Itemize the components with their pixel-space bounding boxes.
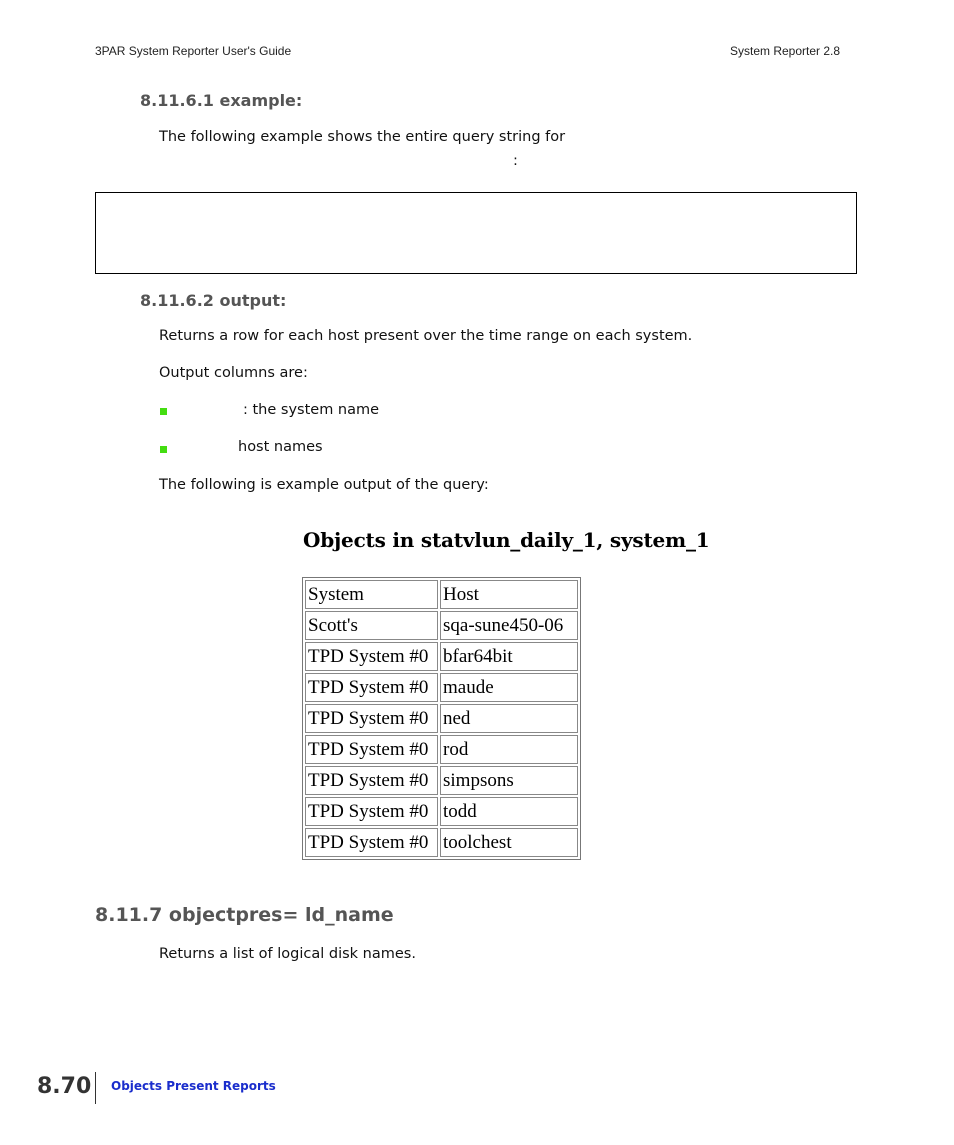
table-cell: todd: [440, 797, 578, 826]
ld-name-heading: 8.11.7 objectpres= ld_name: [95, 904, 394, 926]
output-heading: 8.11.6.2 output:: [140, 291, 287, 310]
output-description: Returns a row for each host present over the time range on each system.: [159, 328, 693, 344]
example-intro-colon: :: [513, 153, 518, 169]
example-output-intro: The following is example output of the query:: [159, 477, 489, 493]
table-cell: TPD System #0: [305, 673, 438, 702]
table-cell: System: [305, 580, 438, 609]
table-cell: Host: [440, 580, 578, 609]
table-cell: toolchest: [440, 828, 578, 857]
bullet-host-names: host names: [238, 439, 323, 455]
table-cell: TPD System #0: [305, 828, 438, 857]
table-cell: TPD System #0: [305, 797, 438, 826]
table-row: [305, 580, 578, 609]
table-row: [305, 766, 578, 795]
output-table: [302, 577, 581, 860]
table-row: [305, 642, 578, 671]
output-table-title: Objects in statvlun_daily_1, system_1: [303, 528, 710, 552]
table-row: [305, 828, 578, 857]
table-row: [305, 704, 578, 733]
footer-divider: [95, 1072, 96, 1104]
running-header-title: 3PAR System Reporter User's Guide: [95, 44, 292, 58]
bullet-square-icon: [160, 446, 167, 453]
running-header-version: System Reporter 2.8: [730, 44, 841, 58]
table-cell: maude: [440, 673, 578, 702]
example-intro: The following example shows the entire query string for: [159, 129, 566, 145]
table-cell: ned: [440, 704, 578, 733]
bullet-system-name: : the system name: [243, 402, 380, 418]
table-row: [305, 611, 578, 640]
chapter-link[interactable]: Objects Present Reports: [111, 1079, 276, 1093]
table-cell: TPD System #0: [305, 704, 438, 733]
table-cell: sqa-sune450-06: [440, 611, 578, 640]
table-row: [305, 673, 578, 702]
bullet-square-icon: [160, 408, 167, 415]
query-string-box: [95, 192, 857, 274]
table-cell: TPD System #0: [305, 766, 438, 795]
table-cell: bfar64bit: [440, 642, 578, 671]
table-row: [305, 735, 578, 764]
page-number: 8.70: [37, 1074, 92, 1099]
table-cell: Scott's: [305, 611, 438, 640]
output-columns-label: Output columns are:: [159, 365, 308, 381]
example-heading: 8.11.6.1 example:: [140, 91, 303, 110]
table-cell: simpsons: [440, 766, 578, 795]
table-cell: TPD System #0: [305, 735, 438, 764]
table-cell: TPD System #0: [305, 642, 438, 671]
table-row: [305, 797, 578, 826]
table-cell: rod: [440, 735, 578, 764]
ld-name-description: Returns a list of logical disk names.: [159, 946, 416, 962]
